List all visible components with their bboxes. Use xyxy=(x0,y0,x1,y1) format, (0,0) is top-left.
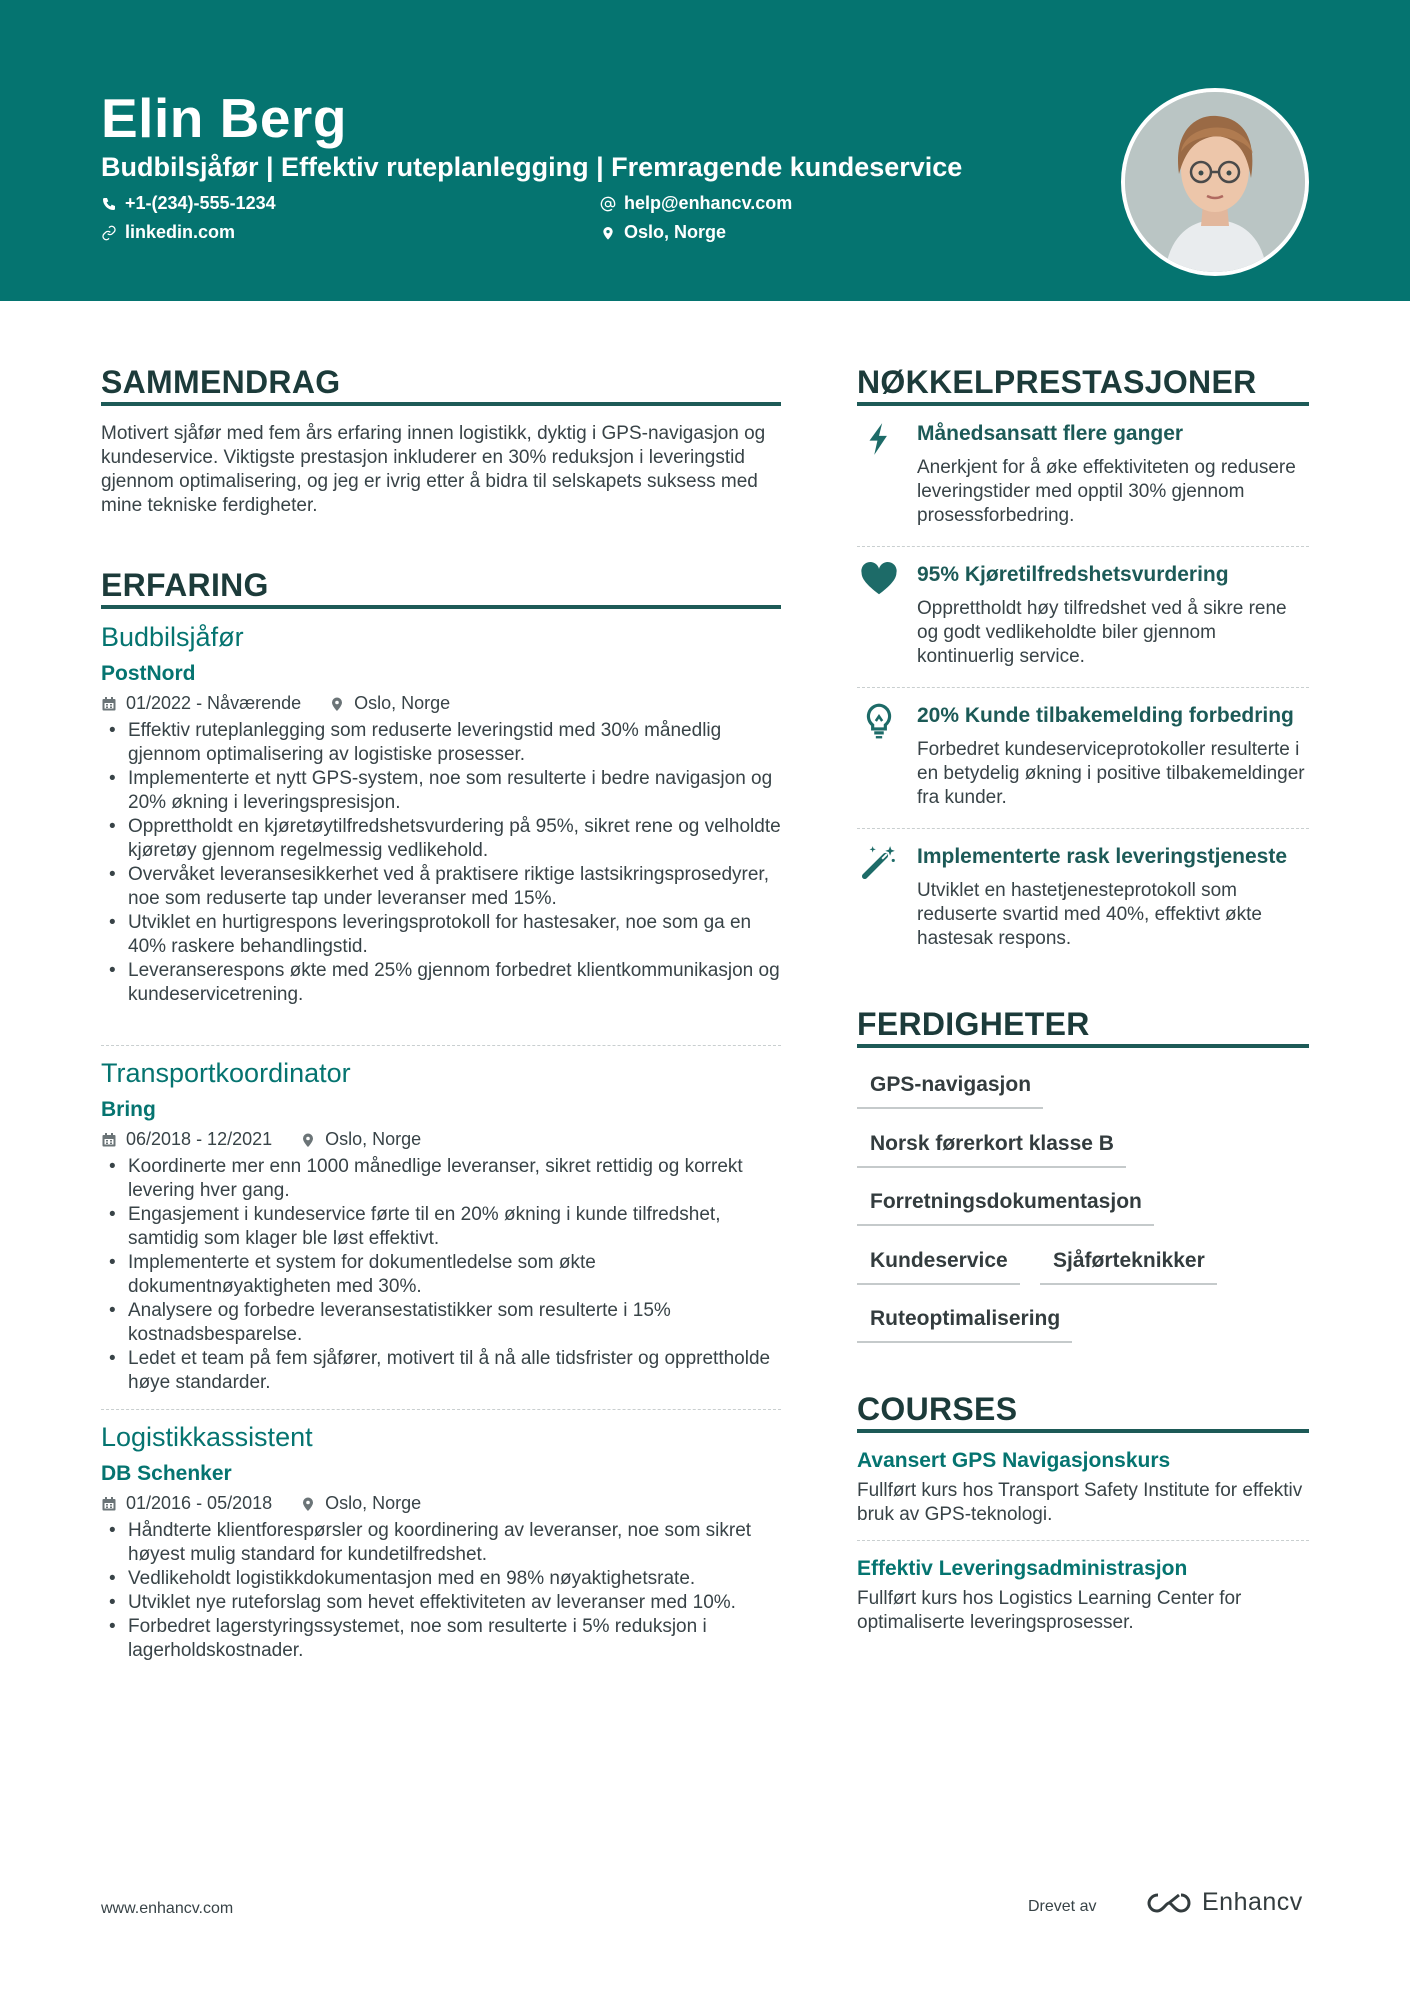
email-text: help@enhancv.com xyxy=(624,193,793,213)
course-title: Effektiv Leveringsadministrasjon xyxy=(857,1557,1188,1580)
experience-rule xyxy=(101,605,781,609)
achievements-heading: NØKKELPRESTASJONER xyxy=(857,364,1257,400)
job-bullet: • Overvåket leveransesikkerhet ved å praktisere riktige lastsikringsprosedyrer, noe som reduserte tap under leveranser med 15%. xyxy=(101,863,791,911)
skill-tag: Kundeservice xyxy=(857,1249,1020,1285)
contact-location xyxy=(600,222,726,243)
achievements-rule xyxy=(857,402,1309,406)
heart-icon xyxy=(857,561,901,605)
course-title: Avansert GPS Navigasjonskurs xyxy=(857,1449,1171,1472)
job-title: Logistikkassistent xyxy=(101,1422,313,1452)
achievement-divider xyxy=(857,828,1309,829)
job-bullet: • Engasjement i kundeservice førte til en 20% økning i kunde tilfredshet, samtidig som klager ble løst effektivt. xyxy=(101,1203,791,1251)
job-dates: 06/2018 - 12/2021 xyxy=(126,1129,273,1149)
job-bullet: • Ledet et team på fem sjåfører, motivert til å nå alle tidsfrister og opprettholde høye standarder. xyxy=(101,1347,791,1395)
location-pin-icon xyxy=(300,1132,316,1148)
lightning-icon xyxy=(857,420,901,464)
courses-heading: COURSES xyxy=(857,1391,1018,1427)
job-divider xyxy=(101,1045,781,1046)
job-location: Oslo, Norge xyxy=(325,1493,422,1513)
job-bullet: • Implementerte et system for dokumentledelse som økte dokumentnøyaktigheten med 30%. xyxy=(101,1251,791,1299)
job-bullet: • Implementerte et nytt GPS-system, noe som resulterte i bedre navigasjon og 20% økning i leveringspresisjon. xyxy=(101,767,791,815)
job-bullet: • Utviklet nye ruteforslag som hevet effektiviteten av leveranser med 10%. xyxy=(101,1591,791,1615)
magic-wand-icon xyxy=(857,843,901,887)
courses-rule xyxy=(857,1429,1309,1433)
job-bullet: • Koordinerte mer enn 1000 månedlige leveranser, sikret rettidig og korrekt levering hver gang. xyxy=(101,1155,791,1203)
job-meta xyxy=(101,693,450,714)
job-bullet: • Utviklet en hurtigrespons leveringsprotokoll for hastesaker, noe som ga en 40% raskere behandlingstid. xyxy=(101,911,791,959)
job-company: PostNord xyxy=(101,662,196,685)
achievement-desc: Anerkjent for å øke effektiviteten og redusere leveringstider med opptil 30% gjennom prosessforbedring. xyxy=(917,457,1296,526)
job-bullets xyxy=(101,1155,791,1395)
job-bullets xyxy=(101,719,791,1007)
calendar-icon xyxy=(101,696,117,712)
job-company: DB Schenker xyxy=(101,1462,232,1485)
job-dates: 01/2022 - Nåværende xyxy=(126,693,302,713)
calendar-icon xyxy=(101,1132,117,1148)
location-pin-icon xyxy=(329,696,345,712)
job-meta xyxy=(101,1129,421,1150)
job-bullet: • Leveranserespons økte med 25% gjennom forbedret klientkommunikasjon og kundeservicetrening. xyxy=(101,959,791,1007)
avatar-portrait xyxy=(1125,92,1305,272)
skills-rule xyxy=(857,1044,1309,1048)
enhancv-brand: Enhancv xyxy=(1202,1888,1303,1916)
summary-rule xyxy=(101,402,781,406)
job-location-group xyxy=(300,1493,421,1514)
linkedin-text: linkedin.com xyxy=(125,222,236,242)
contact-linkedin[interactable] xyxy=(101,222,235,243)
phone-text: +1-(234)-555-1234 xyxy=(125,193,276,213)
job-divider xyxy=(101,1409,781,1410)
achievement-desc: Forbedret kundeserviceprotokoller resulterte i en betydelig økning i positive tilbakemeldinger fra kunder. xyxy=(917,739,1305,808)
job-bullets xyxy=(101,1519,791,1663)
skill-tag: Forretningsdokumentasjon xyxy=(857,1190,1154,1226)
achievement-title: Månedsansatt flere ganger xyxy=(917,422,1184,445)
summary-text: Motivert sjåfør med fem års erfaring innen logistikk, dyktig i GPS-navigasjon og kundeservice. Viktigste prestasjon inkluderer en 30% reduksjon i leveringstid gjennom optimalisering, og jeg er ivrig etter å bidra til selskapets suksess med mine tekniske ferdigheter. xyxy=(101,423,766,516)
calendar-icon xyxy=(101,1496,117,1512)
at-icon xyxy=(600,196,616,212)
achievement-desc: Opprettholdt høy tilfredshet ved å sikre rene og godt vedlikeholdte biler gjennom kontinuerlig service. xyxy=(917,598,1287,667)
candidate-name: Elin Berg xyxy=(101,87,347,149)
job-bullet: • Analysere og forbedre leveransestatistikker som resulterte i 15% kostnadsbesparelse. xyxy=(101,1299,791,1347)
enhancv-logo[interactable] xyxy=(1146,1888,1303,1917)
location-pin-icon xyxy=(600,225,616,241)
job-bullet: • Opprettholdt en kjøretøytilfredshetsvurdering på 95%, sikret rene og velholdte kjøretøy gjennom regelmessig vedlikehold. xyxy=(101,815,791,863)
profile-photo xyxy=(1121,88,1309,276)
job-bullet: • Forbedret lagerstyringssystemet, noe som resulterte i 5% reduksjon i lagerholdskostnader. xyxy=(101,1615,791,1663)
job-title: Transportkoordinator xyxy=(101,1058,351,1088)
location-pin-icon xyxy=(300,1496,316,1512)
footer-website[interactable]: www.enhancv.com xyxy=(101,1900,234,1917)
course-desc: Fullført kurs hos Transport Safety Institute for effektiv bruk av GPS-teknologi. xyxy=(857,1480,1303,1525)
skills-heading: FERDIGHETER xyxy=(857,1006,1090,1042)
achievement-title: 20% Kunde tilbakemelding forbedring xyxy=(917,704,1294,727)
course-desc: Fullført kurs hos Logistics Learning Center for optimaliserte leveringsprosesser. xyxy=(857,1588,1242,1633)
skill-tag: Sjåførteknikker xyxy=(1040,1249,1217,1285)
job-bullet: • Vedlikeholdt logistikkdokumentasjon med en 98% nøyaktighetsrate. xyxy=(101,1567,791,1591)
contact-phone xyxy=(101,193,276,214)
experience-heading: ERFARING xyxy=(101,567,269,603)
summary-heading: SAMMENDRAG xyxy=(101,364,341,400)
phone-icon xyxy=(101,196,117,212)
skill-tag: Ruteoptimalisering xyxy=(857,1307,1072,1343)
skill-tag: GPS-navigasjon xyxy=(857,1073,1043,1109)
job-bullet: • Håndterte klientforespørsler og koordinering av leveranser, noe som sikret høyest mulig standard for kundetilfredshet. xyxy=(101,1519,791,1567)
job-location: Oslo, Norge xyxy=(354,693,451,713)
footer-powered-by: Drevet av xyxy=(1028,1898,1097,1915)
job-meta xyxy=(101,1493,421,1514)
lightbulb-icon xyxy=(857,702,901,746)
enhancv-logo-icon xyxy=(1146,1891,1192,1915)
job-bullet: • Effektiv ruteplanlegging som reduserte leveringstid med 30% månedlig gjennom optimalisering av logistiske prosesser. xyxy=(101,719,791,767)
course-divider xyxy=(857,1540,1309,1541)
achievement-title: 95% Kjøretilfredshetsvurdering xyxy=(917,563,1229,586)
candidate-tagline: Budbilsjåfør | Effektiv ruteplanlegging | Fremragende kundeservice xyxy=(101,152,963,182)
achievement-desc: Utviklet en hastetjenesteprotokoll som reduserte svartid med 40%, effektivt økte hastesak respons. xyxy=(917,880,1262,949)
job-title: Budbilsjåfør xyxy=(101,622,244,652)
achievement-divider xyxy=(857,546,1309,547)
achievement-divider xyxy=(857,687,1309,688)
resume-header xyxy=(0,0,1410,301)
job-location-group xyxy=(329,693,450,714)
job-location-group xyxy=(300,1129,421,1150)
contact-email[interactable] xyxy=(600,193,792,214)
job-company: Bring xyxy=(101,1098,156,1121)
link-icon xyxy=(101,225,117,241)
job-location: Oslo, Norge xyxy=(325,1129,422,1149)
skill-tag: Norsk førerkort klasse B xyxy=(857,1132,1126,1168)
job-dates: 01/2016 - 05/2018 xyxy=(126,1493,273,1513)
achievement-title: Implementerte rask leveringstjeneste xyxy=(917,845,1288,868)
location-text: Oslo, Norge xyxy=(624,222,727,242)
